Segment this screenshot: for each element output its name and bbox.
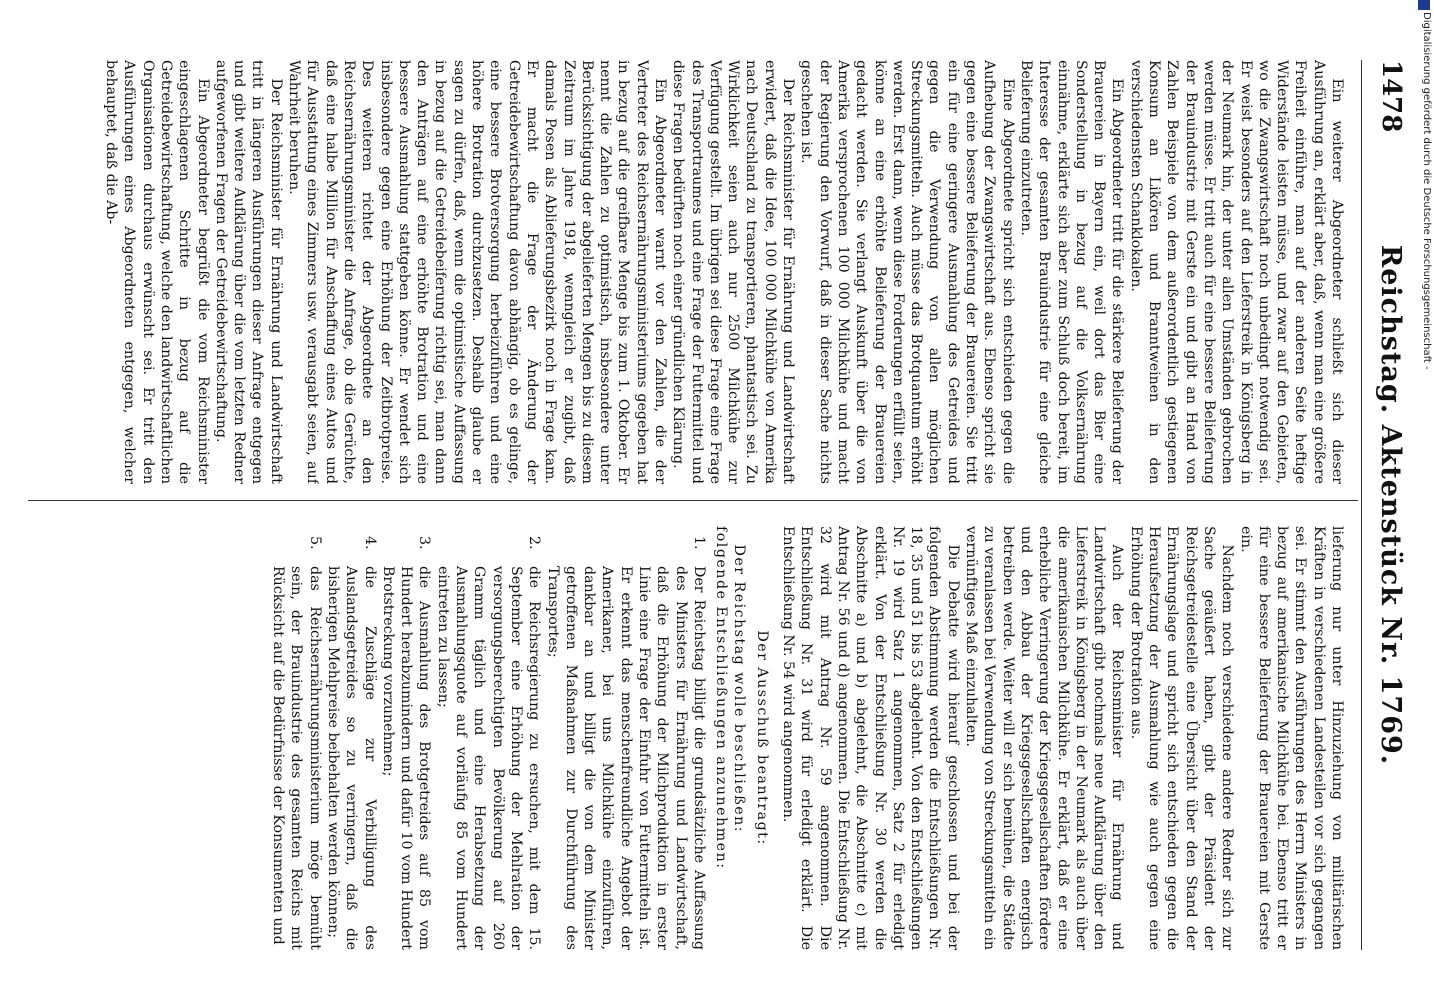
page-title: Reichstag. Aktenstück Nr. 1769. [1375, 244, 1406, 766]
paragraph: Ein weiterer Abgeordneter schließt sich dieser Ausführung an, erklärt aber, daß, wenn man eine größere Freiheit einführe, man auf der anderen Seite heftige Widerstände leisten müsse, und zwar auf den Gebieten, wo die Zwangswirtschaft noch unbedingt notwendig sei. Er weist besonders auf den Lieferstreik in Königsberg in der Neumark hin, der unter allen Umständen gebrochen werden müsse. Er tritt auch für eine bessere Belieferung der Brauindustrie mit Gerste ein und gibt an Hand von Zahlen Beispiele von dem außerordentlich gestiegenen Konsum an Likören und Branntweinen in den verschiedensten Schanklokalen. [1127, 60, 1345, 484]
credit-strip [1414, 0, 1432, 1000]
list-item [324, 526, 379, 950]
column-divider [28, 500, 1358, 501]
paragraph: Ein Abgeordneter tritt für die stärkere Belieferung der Brauereien in Bayern ein, weil dort das Bier eine Sonderstellung in bezug auf die Volksernährung einnähme, erklärte sich aber zum Schluß doch bereit, im Interesse der gesamten Brauindustrie für eine gleiche Belieferung einzutreten. [1017, 60, 1126, 484]
page-header [1366, 60, 1406, 950]
item-text: die Ausmahlung des Brotgetreides auf 85 vom Hundert herabzumindern und dafür 10 vom Hundert Brotstreckung vorzunehmen; [379, 566, 433, 950]
paragraph: Eine Abgeordnete spricht sich entschieden gegen die Aufhebung der Zwangswirtschaft aus. Ebenso spricht sie gegen eine bessere Belieferung der Brauereien. Sie tritt ein für eine geringere Ausmahlung des Getreides und gegen die Verwendung von allen möglichen Streckungsmitteln. Auch müsse das Brotquantum erhöht werden. Erst dann, wenn diese Forderungen erfüllt seien, könne an eine erhöhte Belieferung der Brauereien gedacht werden. Sie verlangt Auskunft über die von Amerika versprochenen 100 000 Milchkühe und macht der Regierung den Vorwurf, daß in dieser Sache nichts geschehen ist. [798, 60, 1016, 484]
list-item [433, 526, 543, 950]
list-item [543, 526, 708, 950]
dfg-logo-icon [1418, 0, 1430, 10]
item-number: 2. [526, 536, 543, 550]
section-heading: Der Reichstag wolle beschließen: [731, 544, 748, 834]
paragraph: Nachdem noch verschiedene andere Redner sich zur Sache geäußert haben, gibt der Präsident der Reichsgetreidestelle eine Übersicht über den Stand der Ernährungslage und spricht sich entschieden gegen die Heraufsetzung der Ausmahlung wie auch gegen eine Erhöhung der Brotration aus. [1127, 526, 1236, 950]
intro-line: folgende Entschließungen anzunehmen: [713, 526, 730, 870]
paragraph: lieferung nur unter Hinzuziehung von militärischen Kräften in verschiedenen Landesteilen vor sich gegangen sei. Er stimmt den Ausführungen des Herrn Ministers in bezug auf amerikanische Milchkühe bei. Ebenso tritt er für eine bessere Belieferung der Brauereien mit Gerste ein. [1237, 526, 1345, 950]
item-text: die Reichsregierung zu ersuchen, mit dem 15. September eine Erhöhung der Mehlration der versorgungsberechtigten Bevölkerung auf 260 Gramm täglich und eine Herabsetzung der Ausmahlungsquote auf vorläufig 85 vom Hundert eintreten zu lassen; [434, 566, 543, 950]
credit-text: Digitalisierung gefördert durch die Deutsche Forschungsgemeinschaft - [1421, 12, 1432, 370]
paragraph: Die Debatte wird hierauf geschlossen und bei der folgenden Abstimmung werden die Entschließungen Nr. 18, 35 und 51 bis 53 abgelehnt. Von den Entschließungen Nr. 19 wird Satz 1 angenommen, Satz 2 für erledigt erklärt. Von der Entschließung Nr. 30 werden die Abschnitte a) und b) abgelehnt, die Abschnitte c) mit Antrag Nr. 56 und d) angenommen. Die Entschließung Nr. 32 wird mit Antrag Nr. 59 angenommen. Die Entschließung Nr. 31 wird für erledigt erklärt. Die Entschließung Nr. 54 wird angenommen. [780, 526, 961, 950]
header-rule [1361, 60, 1362, 950]
list-item [379, 526, 434, 950]
item-text: das Reichsernährungsministerium möge bemüht sein, der Brauindustrie des gesamten Reichs mit Rücksicht auf die Bedürfnisse der Konsumenten und [270, 566, 323, 950]
list-item [269, 526, 324, 950]
paragraph: Ein Abgeordneter begrüßt die vom Reichsminister eingeschlagenen Schritte in bezug auf die Getreidebewirtschaftung, welche den landwirtschaftlichen Organisationen durchaus erwünscht sei. Er tritt den Ausführungen eines Abgeordneten entgegen, welcher behauptet, daß die Ab- [103, 60, 211, 484]
item-text: Der Reichstag billigt die grundsätzliche Auffassung des Ministers für Ernährung und Landwirtschaft, daß die Erhöhung der Milchproduktion in erster Linie eine Frage der Einfuhr von Futtermitteln ist. Er erkennt das menschenfreundliche Angebot der Amerikaner, bei uns Milchkühe einzuführen, dankbar an und billigt die von dem Minister getroffenen Maßnahmen zur Durchführung des Transportes; [544, 566, 707, 950]
paragraph: Der Reichsminister für Ernährung und Landwirtschaft tritt in längeren Ausführungen dieser Anfrage entgegen und gibt weitere Aufklärung über die vom letzten Redner aufgeworfenen Fragen der Getreidebewirtschaftung. [212, 60, 284, 484]
paragraph: Ein Abgeordneter warnt vor den Zahlen, die der Vertreter des Reichsernährungsministeriums gegeben hat in bezug auf die greifbare Menge bis zum 1. Oktober. Er nennt die Zahlen zu optimistisch, insbesondere unter Berücksichtigung der abgelieferten Mengen bis zu diesem Zeitraum im Jahre 1918, wenngleich er zugibt, daß damals Posen als Ablieferungsbezirk noch in Frage kam. Er macht die Frage der Änderung der Getreidebewirtschaftung davon abhängig, ob es gelinge, eine bessere Brotversorgung herbeizuführen und eine höhere Brotration durchzusetzen. Deshalb glaube er sagen zu dürfen, daß, wenn die optimistische Auffassung in bezug auf die Getreidebeiferung richtig sei, man dann den Anträgen auf eine erhöhte Brotration und eine bessere Ausmahlung stattgeben könne. Er wendet sich insbesondere gegen eine Erhöhung der Zeitbrotpreise. Des weiteren richtet der Abgeordnete an den Reichsernährungsminister die Anfrage, ob die Gerüchte, daß eine halbe Million für Anschaffung eines Autos und für Ausstattung eines Zimmers usw. verausgabt seien, auf Wahrheit beruhen. [286, 60, 669, 484]
right-column [26, 526, 1346, 950]
resolution-list [269, 526, 708, 950]
item-number: 1. [690, 536, 707, 550]
section-heading: Der Ausschuß beantragt: [753, 630, 770, 846]
item-number: 3. [416, 536, 433, 550]
item-number: 4. [361, 536, 378, 550]
paragraph: Der Reichsminister für Ernährung und Landwirtschaft erwidert, daß die Idee, 100 000 Milchkühe von Amerika nach Deutschland zu transportieren, phantastisch sei. Zu Wirklichkeit seien auch nur 2500 Milchkühe zur Verfügung gestellt. Im übrigen sei diese Frage eine Frage des Transportraumes und eine Frage der Futtermittel und diese Fragen bedürften noch einer gründlichen Klärung. [670, 60, 797, 484]
page-number: 1478 [1376, 60, 1406, 133]
item-text: die Zuschläge zur Verbilligung des Auslandsgetreides so zu verringern, daß die bisherigen Mehlpreise beibehalten werden können; [324, 566, 378, 950]
item-number: 5. [306, 536, 323, 550]
paragraph: Auch der Reichsminister für Ernährung und Landwirtschaft gibt nochmals neue Aufklärung über den Lieferstreik in Königsberg in der Neumark als auch über die amerikanischen Milchkühe. Er erklärt, daß er eine erhebliche Verringerung der Kriegsgesellschaften fördere und den Abbau der Kriegsgesellschaften energisch betreiben werde. Weiter will er sich bemühen, die Städte zu veranlassen bei Verwendung von Streckungsmitteln ein vernünftiges Maß einzuhalten. [963, 526, 1126, 950]
left-column [26, 60, 1346, 484]
